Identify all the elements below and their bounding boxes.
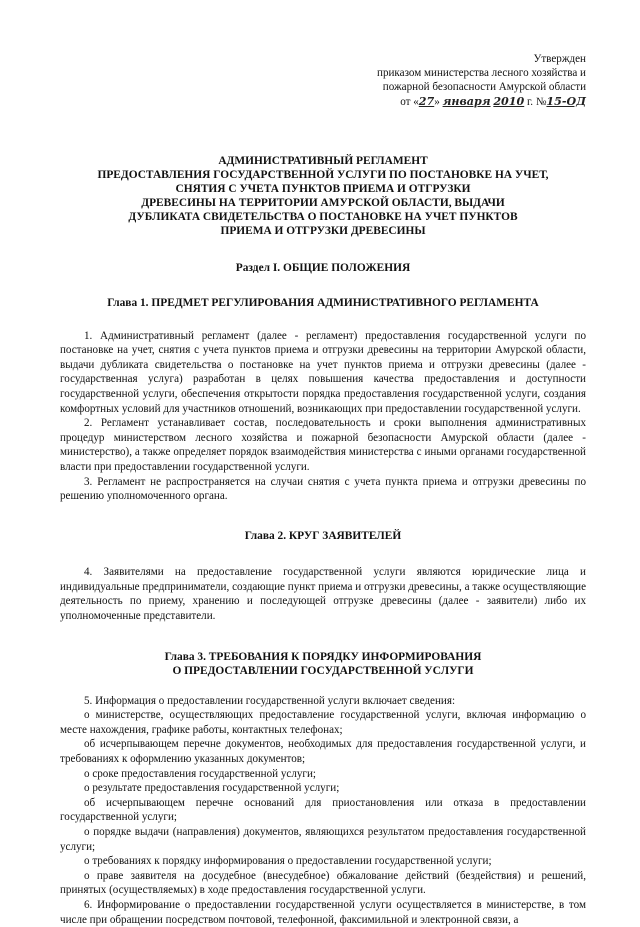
title-line: АДМИНИСТРАТИВНЫЙ РЕГЛАМЕНТ <box>218 154 428 167</box>
chapter-heading-line: Глава 3. ТРЕБОВАНИЯ К ПОРЯДКУ ИНФОРМИРОВАНИЯ <box>164 650 482 663</box>
paragraph: об исчерпывающем перечне документов, необходимых для предоставления государственной услуги, и требованиях к оформлению указанных документов; <box>60 738 586 766</box>
date-year: 2010 <box>493 94 525 108</box>
date-suffix: г. № <box>524 95 547 108</box>
title-line: ДУБЛИКАТА СВИДЕТЕЛЬСТВА О ПОСТАНОВКЕ НА УЧЕТ ПУНКТОВ <box>128 211 518 224</box>
title-line: ДРЕВЕСИНЫ НА ТЕРРИТОРИИ АМУРСКОЙ ОБЛАСТИ, ВЫДАЧИ <box>141 197 505 210</box>
approval-line: Утвержден <box>533 53 586 65</box>
section-heading: Раздел I. ОБЩИЕ ПОЛОЖЕНИЯ <box>235 262 411 275</box>
approval-stamp <box>346 52 586 109</box>
chapter-heading-line: О ПРЕДОСТАВЛЕНИИ ГОСУДАРСТВЕННОЙ УСЛУГИ <box>172 664 474 677</box>
date-prefix: от « <box>400 95 419 108</box>
paragraph: 6. Информирование о предоставлении государственной услуги осуществляется в министерстве, в том числе при обращении посредством почтовой, телефонной, факсимильной и электронной связи, а <box>60 898 586 926</box>
chapter-heading: Глава 1. ПРЕДМЕТ РЕГУЛИРОВАНИЯ АДМИНИСТРАТИВНОГО РЕГЛАМЕНТА <box>107 296 539 309</box>
paragraph: об исчерпывающем перечне оснований для приостановления или отказа в предоставлении государственной услуги; <box>60 796 586 824</box>
chapter-heading: Глава 2. КРУГ ЗАЯВИТЕЛЕЙ <box>244 529 402 542</box>
paragraph: о праве заявителя на досудебное (внесудебное) обжалование действий (бездействия) и решений, принятых (осуществляемых) в ходе предоставления государственной услуги. <box>60 869 586 897</box>
paragraph: 5. Информация о предоставлении государственной услуги включает сведения: <box>84 694 456 707</box>
chapter-heading <box>60 650 586 678</box>
handwritten-month: января <box>442 94 491 108</box>
paragraph: о требованиях к порядку информирования о предоставлении государственной услуги; <box>84 855 492 868</box>
title-line: СНЯТИЯ С УЧЕТА ПУНКТОВ ПРИЕМА И ОТГРУЗКИ <box>175 183 471 195</box>
paragraph: о министерстве, осуществляющих предоставление государственной услуги, включая информацию о месте нахождения, графике работы, контактных телефонах; <box>60 709 586 736</box>
paragraph: 4. Заявителями на предоставление государственной услуги являются юридические лица и индивидуальные предприниматели, создающие пункт приема и отгрузки древесины, а также осуществляющие деятельность по приему, хранению и последующей отгрузке древесины (далее - заявители) либо их уполномоченные представители. <box>60 566 586 623</box>
document-title <box>60 154 586 239</box>
paragraph: 1. Административный регламент (далее - регламент) предоставления государственной услуги по постановке на учет, снятия с учета пунктов приема и отгрузки древесины на территории Амурской области, выдачи дубликата свидетельства о постановке на учет пунктов приема и отгрузки древесины (далее - государственная услуга) разработан в целях повышения качества предоставления и доступности государственной услуги, обеспечения открытости порядка предоставления государственной услуги, создания комфортных условий для участников отношений, возникающих при предоставлении государственной услуги. <box>60 329 586 415</box>
title-line: ПРЕДОСТАВЛЕНИЯ ГОСУДАРСТВЕННОЙ УСЛУГИ ПО ПОСТАНОВКЕ НА УЧЕТ, <box>97 168 549 181</box>
handwritten-day: 27 <box>418 94 435 108</box>
paragraph: о сроке предоставления государственной услуги; <box>84 767 316 780</box>
chapter3-body <box>60 694 586 927</box>
paragraph: о результате предоставления государственной услуги; <box>84 782 340 795</box>
approval-line: приказом министерства лесного хозяйства и <box>377 67 586 80</box>
date-mid: » <box>434 95 443 108</box>
approval-date-line <box>346 95 586 109</box>
approval-line: пожарной безопасности Амурской области <box>382 81 586 94</box>
chapter2-body <box>60 565 586 623</box>
paragraph: 2. Регламент устанавливает состав, последовательность и сроки выполнения административных процедур министерством лесного хозяйства и пожарной безопасности Амурской области (далее - министерство), а также определяет порядок взаимодействия министерства с иными органами государственной власти при предоставлении государственной услуги. <box>60 417 586 473</box>
paragraph: 3. Регламент не распространяется на случаи снятия с учета пункта приема и отгрузки древесины по решению уполномоченного органа. <box>60 475 586 503</box>
chapter1-body <box>60 329 586 504</box>
handwritten-order-number: 15-ОД <box>546 94 586 108</box>
paragraph: о порядке выдачи (направления) документов, являющихся результатом предоставления государственной услуги; <box>60 826 586 853</box>
title-line: ПРИЕМА И ОТГРУЗКИ ДРЕВЕСИНЫ <box>220 225 426 238</box>
